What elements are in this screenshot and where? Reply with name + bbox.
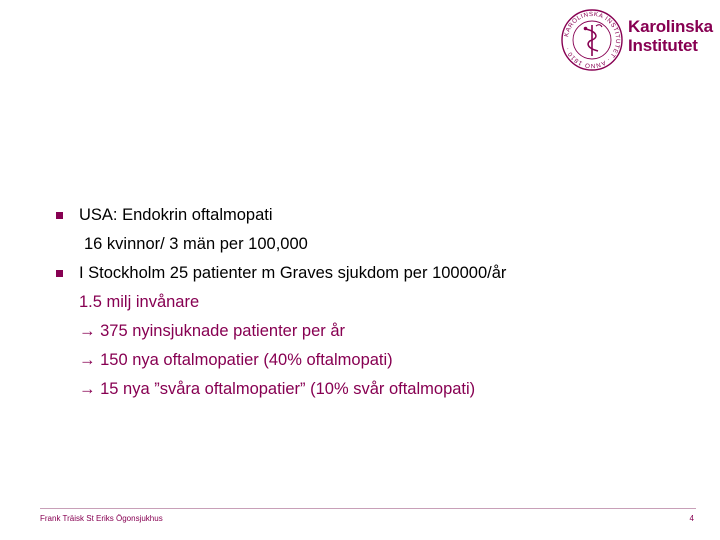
page-number: 4: [689, 514, 694, 523]
footer-divider: [40, 508, 696, 509]
sub-item-text: 16 kvinnor/ 3 män per 100,000: [84, 235, 308, 253]
karolinska-logo: [560, 8, 713, 80]
karolinska-seal-icon: [560, 8, 624, 72]
arrow-right-icon: →: [79, 380, 96, 398]
sub-item-text: 1.5 milj invånare: [79, 293, 200, 311]
bullet-item: [56, 201, 696, 230]
square-bullet-icon: [56, 270, 63, 277]
arrow-right-icon: →: [79, 322, 96, 340]
bullet-text: USA: Endokrin oftalmopati: [79, 206, 273, 224]
bullet-item: [56, 259, 696, 288]
square-bullet-icon: [56, 212, 63, 219]
sub-item: [56, 346, 696, 375]
svg-text:KAROLINSKA INSTITUTET · ANNO 1: KAROLINSKA INSTITUTET · ANNO 1810 ·: [563, 10, 622, 70]
arrow-right-icon: →: [79, 351, 96, 369]
sub-item: [56, 288, 696, 317]
sub-item: [56, 317, 696, 346]
sub-item: [56, 375, 696, 404]
slide-content: [56, 201, 696, 404]
sub-item: [56, 230, 696, 259]
bullet-text: I Stockholm 25 patienter m Graves sjukdom per 100000/år: [79, 264, 507, 282]
logo-name-line1: Karolinska: [628, 17, 713, 36]
sub-item-text: 375 nyinsjuknade patienter per år: [100, 322, 346, 340]
sub-item-text: 15 nya ”svåra oftalmopatier” (10% svår oftalmopati): [100, 380, 476, 398]
logo-wordmark: [628, 17, 713, 55]
sub-item-text: 150 nya oftalmopatier (40% oftalmopati): [100, 351, 393, 369]
footer-author: Frank Träisk St Eriks Ögonsjukhus: [40, 514, 163, 523]
logo-name-line2: Institutet: [628, 36, 698, 55]
